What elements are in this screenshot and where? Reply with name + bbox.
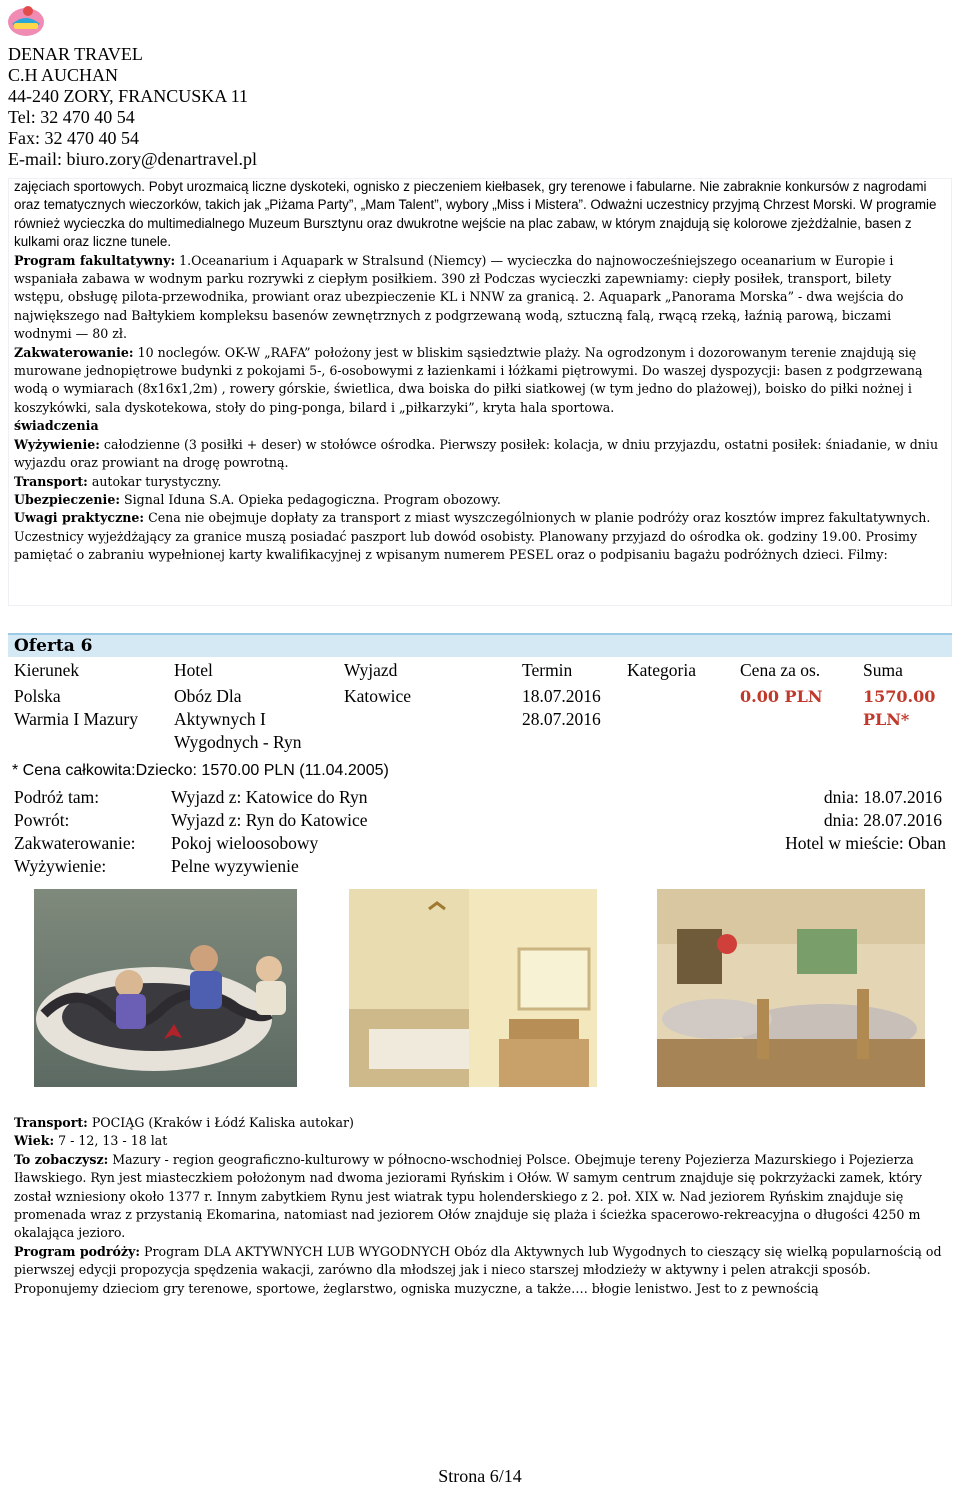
kierunek-country: Polska	[14, 686, 61, 706]
col-header-termin: Termin	[522, 660, 573, 680]
col-header-kategoria: Kategoria	[627, 660, 696, 680]
services-heading: świadczenia	[14, 418, 99, 434]
travel-value: Pelne wyzywienie	[171, 856, 299, 876]
kierunek-region: Warmia I Mazury	[14, 709, 138, 729]
agency-address: 44-240 ZORY, FRANCUSKA 11	[8, 86, 249, 106]
termin-end: 28.07.2016	[522, 709, 601, 729]
company-logo	[6, 2, 46, 38]
agency-location: C.H AUCHAN	[8, 65, 119, 85]
agency-name: DENAR TRAVEL	[8, 44, 143, 64]
travel-value: Pokoj wieloosobowy	[171, 833, 319, 853]
travel-label: Podróż tam:	[14, 787, 100, 807]
transport-label: Transport:	[14, 473, 88, 489]
col-header-wyjazd: Wyjazd	[344, 660, 398, 680]
sights-text: Mazury - region geograficzno-kulturowy w północno-wschodniej Polsce. Obejmuje tereny Pojezierza Mazurskiego i Pojezierza Iławskiego. Ryn jest miasteczkiem położonym nad dwoma jeziorami Ryńskim i Ołów. W samym centrum znajduje się pokrzyżacki zamek, który został wzniesiony około 1377 r. Innym zabytkiem Rynu jest wiatrak typu holenderskiego z 2. poł. XIX w. Nad jeziorem Ryńskim znajduje się promenada wraz z przystanią Ekomarina, natomiast nad jeziorem Ołów znajduje się plaża i ścieżka spacerowo-rekreacyjna o długości 4250 m okalająca jezioro.	[14, 1151, 922, 1241]
cell-hotel	[174, 685, 302, 754]
agency-contact	[8, 44, 257, 170]
hotel-line-2: Aktywnych I	[174, 709, 266, 729]
agency-phone: Tel: 32 470 40 54	[8, 107, 135, 127]
description-intro: zajęciach sportowych. Pobyt urozmaicą liczne dyskoteki, ognisko z pieczeniem kiełbasek, gry terenowe i fabularne. Nie zabraknie konkursów z nagrodami oraz tematycznych wieczorków, takich jak „Piżama Party”, „Mam Talent”, wybory „Miss i Mistera”. Odważni uczestnicy przyjmą Chrzest Morski. W programie również wycieczka do multimedialnego Muzeum Bursztynu oraz dwukrotne wejście na plac zabaw, w którym znajdują się kolorowe zjeżdżalnie, basen z kulkami oraz liczne tunele.	[14, 179, 937, 250]
price-note: * Cena całkowita:Dziecko: 1570.00 PLN (11.04.2005)	[12, 762, 389, 779]
trip-transport-text: POCIĄG (Kraków i Łódź Kaliska autokar)	[87, 1115, 354, 1130]
cell-kierunek	[14, 685, 138, 731]
cell-suma	[863, 685, 935, 731]
suma-amount: 1570.00	[863, 687, 936, 706]
col-header-hotel: Hotel	[174, 660, 213, 680]
insurance-text: Signal Iduna S.A. Opieka pedagogiczna. Program obozowy.	[120, 491, 501, 507]
travel-date-return: dnia: 28.07.2016	[823, 810, 942, 830]
trip-transport-label: Transport:	[14, 1115, 88, 1130]
photo-dining-hall	[657, 889, 925, 1087]
insurance-label: Ubezpieczenie:	[14, 491, 120, 507]
photo-water-tube	[34, 889, 297, 1087]
travel-value: Wyjazd z: Katowice do Ryn	[171, 787, 368, 807]
trip-program-label: Program podróży:	[14, 1243, 140, 1259]
cell-termin	[522, 685, 601, 731]
page-number: Strona 6/14	[438, 1466, 522, 1486]
offer-title: Oferta 6	[14, 636, 93, 656]
travel-label: Wyżywienie:	[14, 856, 107, 876]
offer-description	[14, 178, 944, 565]
agency-email[interactable]: E-mail: biuro.zory@denartravel.pl	[8, 149, 257, 169]
cell-cena: 0.00 PLN	[740, 687, 823, 706]
agency-fax: Fax: 32 470 40 54	[8, 128, 140, 148]
age-text: 7 - 12, 13 - 18 lat	[54, 1133, 168, 1149]
hotel-line-1: Obóz Dla	[174, 686, 242, 706]
age-label: Wiek:	[14, 1133, 55, 1149]
trip-details	[14, 1114, 944, 1298]
accommodation-text: 10 noclegów. OK-W „RAFA” położony jest w bliskim sąsiedztwie plaży. Na ogrodzonym i dozorowanym terenie znajdują się murowane jednopiętrowe budynki z pokojami 5-, 6-osobowymi z łazienkami i łóżkami piętrowymi. Do waszej dyspozycji: basen z podgrzewaną wodą o wymiarach (8x16x1,2m) , rowery górskie, świetlica, dwa boiska do piłki siatkowej (w tym jedno do plażowej), boisko do piłki nożnej i koszykówki, sala dyskotekowa, stoły do ping-ponga, bilard i „piłkarzyki”, kryta hala sportowa.	[14, 344, 923, 415]
food-label: Wyżywienie:	[14, 436, 100, 452]
program-text: 1.Oceanarium i Aquapark w Stralsund (Niemcy) — wycieczka do najnowocześniejszego oceanarium w Europie i wspaniała zabawa w wodnym parku rozrywki z ciepłym posiłkiem. 390 zł Podczas wycieczki zapewniamy: ciepły posiłek, transport, bilety wstępu, obsługę pilota-przewodnika, prowiant oraz ubezpieczenie KL i NNW za granicą. 2. Aquapark „Panorama Morska” - dwa wejścia do największego nad Bałtykiem kompleksu basenów zewnętrznych z podgrzewaną wodą, sztuczną falą, rwącą rzeką, łaźnią parową, biczami wodnymi — 80 zł.	[14, 252, 904, 342]
food-text: całodzienne (3 posiłki + deser) w stołówce ośrodka. Pierwszy posiłek: kolacja, w dniu przyjazdu, ostatni posiłek: śniadanie, w dniu wyjazdu oraz prowiant na drogę powrotną.	[14, 436, 939, 471]
practical-text: Cena nie obejmuje dopłaty za transport z miast wyszczególnionych w planie podróży oraz kosztów imprez fakultatywnych. Uczestnicy wyjeżdżający za granice muszą posiadać paszport lub dowód osobisty. Planowany przyjazd do ośrodka ok. godziny 19.00. Prosimy pamiętać o zabraniu wypełnionej karty kwalifikacyjnej z wpisanym numerem PESEL oraz o podpisaniu bagażu podróżnych dzieci. Filmy:	[14, 510, 931, 563]
travel-label: Powrót:	[14, 810, 70, 830]
cell-wyjazd: Katowice	[344, 686, 412, 706]
travel-label: Zakwaterowanie:	[14, 833, 136, 853]
offer-title-bar	[8, 633, 952, 657]
hotel-city: Hotel w mieście: Oban	[785, 833, 946, 853]
col-header-cena: Cena za os.	[740, 660, 821, 680]
trip-program-text: Program DLA AKTYWNYCH LUB WYGODNYCH Obóz dla Aktywnych lub Wygodnych to cieszący się wielką popularnością od pierwszej edycji propozycja spędzenia wakacji, zarówno dla młodszej jak i nieco starszej młodzieży w aktywny i pelen atrakcji sposób. Proponujemy dzieciom gry terenowe, sportowe, żeglarstwo, ogniska muzyczne, a także…. błogie lenistwo. Jest to z pewnością	[14, 1243, 942, 1296]
transport-text: autokar turystyczny.	[87, 473, 222, 489]
accommodation-label: Zakwaterowanie:	[14, 344, 134, 360]
photo-room	[349, 889, 597, 1087]
sights-label: To zobaczysz:	[14, 1151, 109, 1167]
col-header-kierunek: Kierunek	[14, 660, 80, 680]
hotel-line-3: Wygodnych - Ryn	[174, 732, 302, 752]
practical-label: Uwagi praktyczne:	[14, 510, 145, 526]
termin-start: 18.07.2016	[522, 686, 601, 706]
travel-date-outbound: dnia: 18.07.2016	[823, 787, 942, 807]
program-label: Program fakultatywny:	[14, 252, 176, 268]
col-header-suma: Suma	[863, 660, 903, 680]
travel-value: Wyjazd z: Ryn do Katowice	[171, 810, 368, 830]
suma-currency: PLN*	[863, 710, 910, 729]
